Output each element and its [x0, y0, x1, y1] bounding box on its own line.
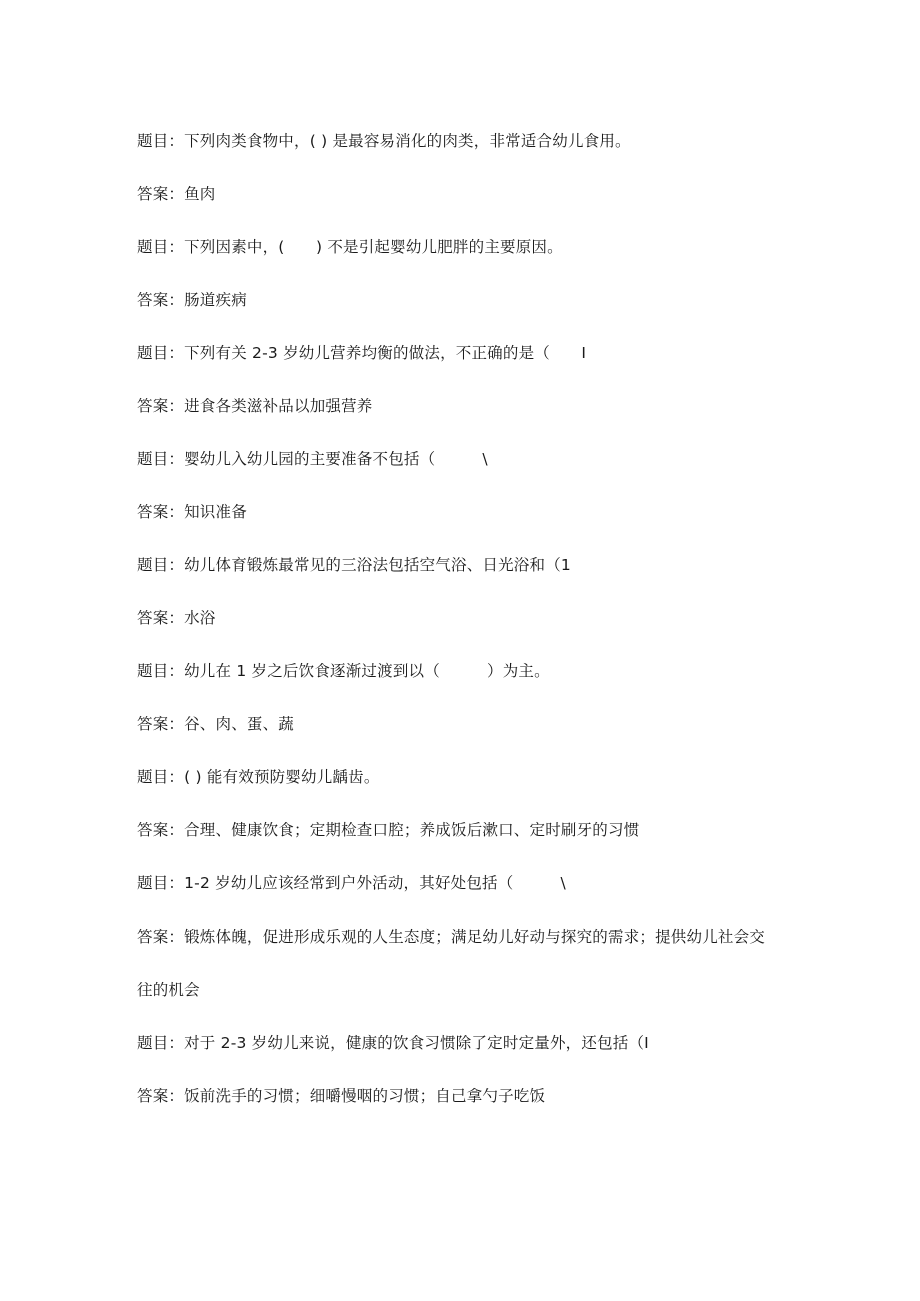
answer-line: 答案：谷、肉、蛋、蔬 — [137, 715, 295, 733]
question-line: 题目：下列因素中，( ) 不是引起婴幼儿肥胖的主要原因。 — [137, 238, 563, 256]
answer-line: 答案：进食各类滋补品以加强营养 — [137, 397, 373, 415]
answer-line: 答案：锻炼体魄，促进形成乐观的人生态度；满足幼儿好动与探究的需求；提供幼儿社会交 — [137, 928, 766, 946]
question-line: 题目：1-2 岁幼儿应该经常到户外活动，其好处包括（ \ — [137, 874, 566, 892]
question-line: 题目：对于 2-3 岁幼儿来说，健康的饮食习惯除了定时定量外，还包括（I — [137, 1034, 649, 1052]
question-line: 题目：幼儿在 1 岁之后饮食逐渐过渡到以（ ）为主。 — [137, 662, 550, 680]
question-line: 题目：下列有关 2-3 岁幼儿营养均衡的做法，不正确的是（ I — [137, 344, 587, 362]
answer-line: 答案：鱼肉 — [137, 185, 216, 203]
question-line: 题目：婴幼儿入幼儿园的主要准备不包括（ \ — [137, 450, 488, 468]
answer-line: 答案：合理、健康饮食；定期检查口腔；养成饭后漱口、定时刷牙的习惯 — [137, 821, 640, 839]
answer-line: 答案：知识准备 — [137, 503, 247, 521]
answer-line: 答案：水浴 — [137, 609, 216, 627]
question-line: 题目：幼儿体育锻炼最常见的三浴法包括空气浴、日光浴和（1 — [137, 556, 571, 574]
question-line: 题目：( ) 能有效预防婴幼儿龋齿。 — [137, 768, 380, 786]
answer-line: 答案：肠道疾病 — [137, 291, 247, 309]
answer-line: 答案：饭前洗手的习惯；细嚼慢咽的习惯；自己拿勺子吃饭 — [137, 1087, 546, 1105]
question-line: 题目：下列肉类食物中，( ) 是最容易消化的肉类，非常适合幼儿食用。 — [137, 132, 631, 150]
answer-line-continued: 往的机会 — [137, 981, 200, 999]
